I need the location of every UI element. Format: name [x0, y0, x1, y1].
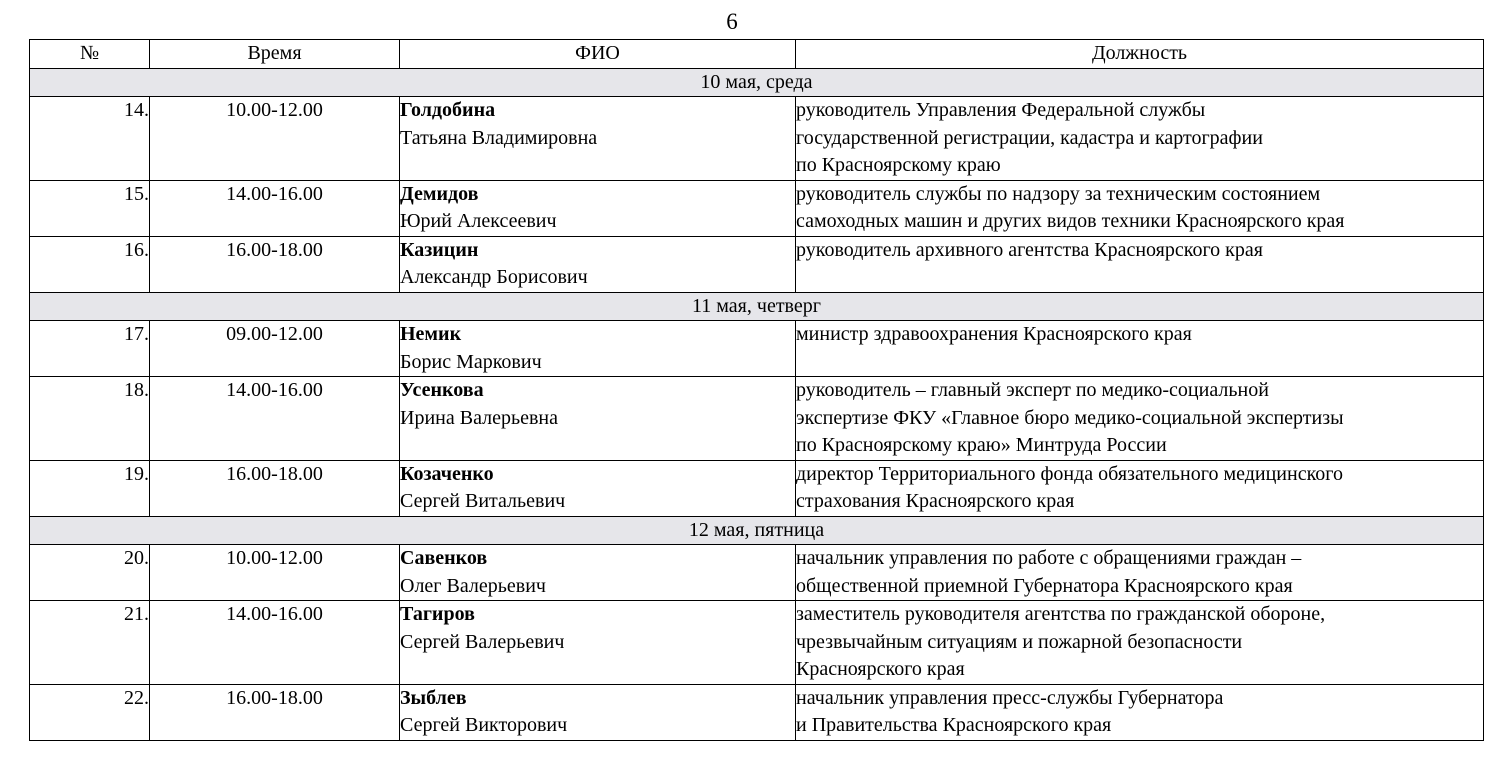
table-row: [30, 321, 1484, 377]
table-row: [30, 180, 1484, 236]
position-line: экспертизе ФКУ «Главное бюро медико-социальной экспертизы: [796, 406, 1344, 429]
row-time: 16.00-18.00: [150, 684, 400, 740]
column-header-time: Время: [150, 40, 400, 69]
position-line: начальник управления по работе с обращениями граждан –: [796, 547, 1302, 569]
day-label: 11 мая, четверг: [30, 292, 1484, 321]
table-row: [30, 545, 1484, 601]
row-time: 10.00-12.00: [150, 545, 400, 601]
column-header-num: №: [30, 40, 150, 69]
column-header-name: ФИО: [400, 40, 796, 69]
row-position: [796, 684, 1484, 740]
surname: Усенкова: [400, 379, 484, 401]
position-line: Красноярского края: [796, 658, 965, 680]
row-time: 14.00-16.00: [150, 180, 400, 236]
row-number: 19.: [30, 460, 150, 516]
position-line: руководитель службы по надзору за техническим состоянием: [796, 182, 1321, 205]
row-full-name: [400, 236, 796, 292]
row-number: 20.: [30, 545, 150, 601]
day-header-row: [30, 68, 1484, 97]
position-line: по Красноярскому краю: [796, 154, 1001, 176]
surname: Савенков: [400, 547, 488, 569]
row-number: 16.: [30, 236, 150, 292]
row-time: 14.00-16.00: [150, 377, 400, 461]
table-header-row: [30, 40, 1484, 69]
row-number: 15.: [30, 180, 150, 236]
surname: Немик: [400, 323, 462, 345]
position-line: страхования Красноярского края: [796, 490, 1075, 512]
surname: Демидов: [400, 182, 479, 205]
table-row: [30, 601, 1484, 685]
row-full-name: [400, 97, 796, 181]
surname: Козаченко: [400, 462, 494, 485]
schedule-body: [30, 68, 1484, 740]
table-row: [30, 684, 1484, 740]
day-label: 12 мая, пятница: [30, 516, 1484, 545]
position-line: руководитель – главный эксперт по медико-социальной: [796, 379, 1269, 401]
row-time: 09.00-12.00: [150, 321, 400, 377]
surname: Казицин: [400, 238, 479, 261]
row-time: 14.00-16.00: [150, 601, 400, 685]
given-names: Борис Маркович: [400, 350, 542, 373]
row-number: 22.: [30, 684, 150, 740]
position-line: по Красноярскому краю» Минтруда России: [796, 434, 1167, 456]
row-time: 16.00-18.00: [150, 460, 400, 516]
position-line: руководитель архивного агентства Красноярского края: [796, 238, 1263, 261]
row-full-name: [400, 377, 796, 461]
table-row: [30, 460, 1484, 516]
given-names: Сергей Валерьевич: [400, 630, 565, 653]
row-position: [796, 601, 1484, 685]
row-full-name: [400, 545, 796, 601]
given-names: Олег Валерьевич: [400, 574, 546, 597]
position-line: заместитель руководителя агентства по гражданской обороне,: [796, 603, 1326, 625]
position-line: и Правительства Красноярского края: [796, 714, 1112, 736]
row-full-name: [400, 460, 796, 516]
row-position: [796, 236, 1484, 292]
given-names: Юрий Алексеевич: [400, 210, 557, 232]
row-full-name: [400, 180, 796, 236]
position-line: государственной регистрации, кадастра и картографии: [796, 126, 1263, 149]
row-number: 18.: [30, 377, 150, 461]
surname: Тагиров: [400, 603, 475, 625]
given-names: Александр Борисович: [400, 266, 588, 288]
day-header-row: [30, 516, 1484, 545]
row-position: [796, 321, 1484, 377]
row-position: [796, 377, 1484, 461]
surname: Зыблев: [400, 686, 467, 709]
row-full-name: [400, 321, 796, 377]
position-line: общественной приемной Губернатора Красноярского края: [796, 574, 1293, 597]
position-line: директор Территориального фонда обязательного медицинского: [796, 462, 1343, 485]
day-header-row: [30, 292, 1484, 321]
row-position: [796, 545, 1484, 601]
row-number: 21.: [30, 601, 150, 685]
row-position: [796, 460, 1484, 516]
table-row: [30, 377, 1484, 461]
page-number: 6: [726, 9, 738, 34]
row-position: [796, 97, 1484, 181]
given-names: Сергей Викторович: [400, 714, 568, 736]
table-row: [30, 236, 1484, 292]
row-time: 16.00-18.00: [150, 236, 400, 292]
table-row: [30, 97, 1484, 181]
row-number: 14.: [30, 97, 150, 181]
surname: Голдобина: [400, 99, 496, 121]
column-header-position: Должность: [796, 40, 1484, 69]
row-number: 17.: [30, 321, 150, 377]
row-full-name: [400, 601, 796, 685]
row-full-name: [400, 684, 796, 740]
given-names: Ирина Валерьевна: [400, 406, 558, 429]
position-line: руководитель Управления Федеральной службы: [796, 99, 1206, 121]
day-label: 10 мая, среда: [30, 68, 1484, 97]
schedule-table: [29, 39, 1484, 741]
position-line: самоходных машин и других видов техники Красноярского края: [796, 210, 1345, 232]
position-line: начальник управления пресс-службы Губернатора: [796, 686, 1224, 709]
position-line: чрезвычайным ситуациям и пожарной безопасности: [796, 630, 1243, 653]
position-line: министр здравоохранения Красноярского края: [796, 323, 1192, 345]
row-time: 10.00-12.00: [150, 97, 400, 181]
given-names: Сергей Витальевич: [400, 490, 566, 512]
row-position: [796, 180, 1484, 236]
given-names: Татьяна Владимировна: [400, 126, 598, 149]
